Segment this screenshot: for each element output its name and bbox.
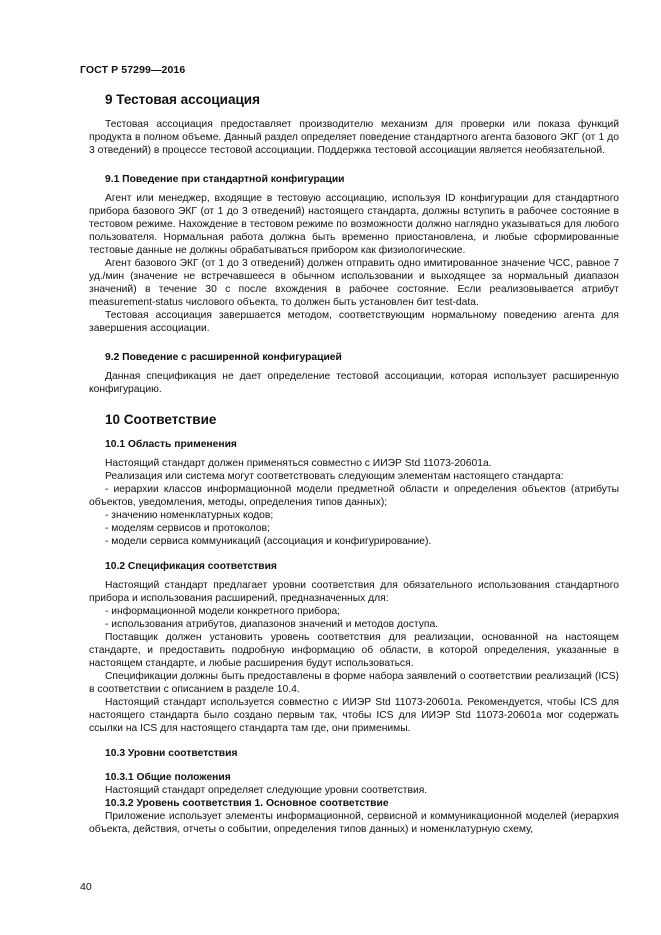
page-number: 40 [80, 881, 92, 893]
list-item: - моделям сервисов и протоколов; [105, 523, 270, 534]
list-item: - значению номенклатурных кодов; [105, 510, 274, 521]
list-item: - модели сервиса коммуникаций (ассоциация и конфигурирование). [105, 536, 432, 547]
section-9-2-paragraph: Данная спецификация не дает определение тестовой ассоциации, которая использует расширенную конфигурацию. [89, 371, 619, 395]
section-10-3-heading: 10.3 Уровни соответствия [105, 748, 238, 759]
section-10-2-heading: 10.2 Спецификация соответствия [105, 561, 277, 572]
section-9-paragraph: Тестовая ассоциация предоставляет производителю механизм для проверки или показа функций продукта в полном объеме. Данный раздел определяет поведение стандартного агента базового ЭКГ (от 1 до 3 отведений) в процессе тестовой ассоциации. Поддержка тестовой ассоциации является необязательной. [89, 119, 619, 156]
section-9-heading: 9 Тестовая ассоциация [105, 92, 260, 107]
standard-header: ГОСТ Р 57299—2016 [80, 64, 186, 76]
section-10-3-1-heading: 10.3.1 Общие положения [105, 772, 231, 783]
section-10-2-paragraph-1: Настоящий стандарт предлагает уровни соответствия для обязательного использования стандартного прибора и использования расширений, предназначенных для: [89, 580, 619, 604]
section-10-3-2-heading: 10.3.2 Уровень соответствия 1. Основное соответствие [105, 798, 389, 809]
section-9-1-paragraph-1: Агент или менеджер, входящие в тестовую ассоциацию, используя ID конфигурации для стандартного прибора базового ЭКГ (от 1 до 3 отведений) настоящего стандарта, должны вступить в рабочее состояние в тестовом режиме. Нахождение в тестовом режиме по возможности должно наглядно указываться для любого пользователя. Нормальная работа должна быть временно приостановлена, и любые сформированные тестовые данные не должны обрабатываться прибором как физиологические. [89, 193, 619, 256]
list-item: - информационной модели конкретного прибора; [105, 606, 341, 617]
section-10-2-paragraph-4: Настоящий стандарт используется совместно с ИИЭР Std 11073-20601a. Рекомендуется, чтобы ICS для настоящего стандарта было создано первым так, чтобы ICS для ИИЭР Std 11073-20601a мог содержать ссылки на ICS для настоящего стандарта там где, они применимы. [89, 697, 619, 734]
list-item: - иерархии классов информационной модели предметной области и определения объектов (атрибуты объектов, уведомления, методы, определения типов данных); [89, 484, 619, 508]
section-10-2-paragraph-2: Поставщик должен установить уровень соответствия для реализации, основанной на настоящем стандарте, и предоставить подробную информацию об области, в которой определения, указанные в настоящем стандарте, и любые расширения будут использоваться. [89, 632, 619, 669]
page-content [89, 92, 619, 836]
section-9-1-paragraph-2: Агент базового ЭКГ (от 1 до 3 отведений) должен отправить одно имитированное значение ЧСС, равное 7 уд./мин (значение не встречавшееся в обычном использовании и выходящее за нормальный диапазон значений) в течение 30 с после вхождения в рабочее состояние. Если реализовывается атрибут measurement-status числового объекта, то должен быть установлен бит test-data. [89, 258, 619, 308]
section-10-3-1-paragraph: Настоящий стандарт определяет следующие уровни соответствия. [105, 785, 428, 796]
section-10-1-paragraph-2: Реализация или система могут соответствовать следующим элементам настоящего стандарта: [105, 471, 564, 482]
section-10-2-paragraph-3: Спецификации должны быть предоставлены в форме набора заявлений о соответствии реализаций (ICS) в соответствии с описанием в разделе 10.4. [89, 671, 619, 695]
list-item: - использования атрибутов, диапазонов значений и методов доступа. [105, 619, 439, 630]
section-9-1-paragraph-3: Тестовая ассоциация завершается методом, соответствующим нормальному поведению агента для завершения ассоциации. [89, 310, 619, 334]
section-9-2-heading: 9.2 Поведение с расширенной конфигурацией [105, 352, 342, 363]
section-10-1-heading: 10.1 Область применения [105, 439, 237, 450]
section-10-1-paragraph-1: Настоящий стандарт должен применяться совместно с ИИЭР Std 11073-20601a. [105, 458, 492, 469]
section-10-heading: 10 Соответствие [105, 412, 217, 427]
section-9-1-heading: 9.1 Поведение при стандартной конфигурации [105, 174, 345, 185]
section-10-3-2-paragraph: Приложение использует элементы информационной, сервисной и коммуникационной моделей (иерархия объекта, действия, отчеты о событии, определения типов данных) и номенклатурную схему, [89, 811, 619, 835]
